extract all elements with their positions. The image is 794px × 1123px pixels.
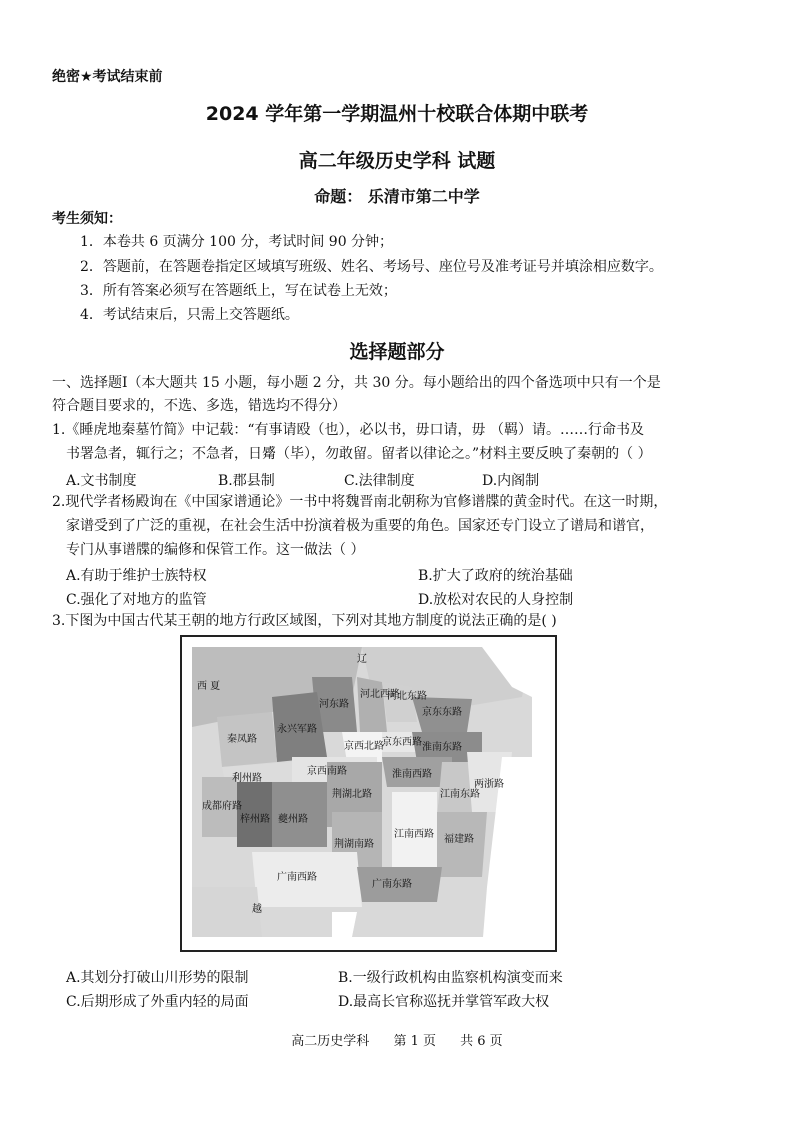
question-3-option-a: A.其划分打破山川形势的限制 — [66, 970, 249, 986]
map-label-huainan-west: 淮南西路 — [392, 769, 432, 780]
map-label-liao: 辽 — [357, 654, 367, 665]
song-dynasty-map — [180, 635, 557, 952]
map-label-huainan-east: 淮南东路 — [422, 742, 462, 753]
map-label-guangnan-east: 广南东路 — [372, 879, 412, 890]
map-label-jiangnan-west: 江南西路 — [394, 829, 434, 840]
question-2-option-c: C.强化了对地方的监管 — [66, 592, 207, 608]
map-label-jiangnan-east: 江南东路 — [440, 789, 480, 800]
question-2-option-d: D.放松对农民的人身控制 — [418, 592, 574, 608]
notice-item: 3．所有答案必须写在答题纸上，写在试卷上无效； — [80, 283, 397, 299]
map-label-hebei-east: 河北东路 — [387, 691, 427, 702]
map-label-yue: 越 — [252, 904, 262, 915]
footer-total: 共 6 页 — [460, 1034, 503, 1049]
question-1-option-d: D.内阁制 — [482, 473, 540, 489]
question-2-text: 2.现代学者杨殿询在《中国家谱通论》一书中将魏晋南北朝称为官修谱牒的黄金时代。在这一时期， — [52, 494, 668, 510]
map-label-jingdong-east: 京东东路 — [422, 707, 462, 718]
question-3-text: 3.下图为中国古代某王朝的地方行政区域图，下列对其地方制度的说法正确的是( ) — [52, 613, 557, 629]
part-instructions: 符合题目要求的，不选、多选，错选均不得分） — [52, 398, 346, 414]
hebei-east-region — [382, 682, 417, 722]
page-footer — [0, 1030, 794, 1049]
map-label-jinghu-north: 荆湖北路 — [332, 789, 372, 800]
question-1-option-c: C.法律制度 — [344, 473, 415, 489]
map-label-chengdu: 成都府路 — [202, 801, 242, 812]
map-label-kuizhou: 夔州路 — [278, 814, 308, 825]
question-3-option-b: B.一级行政机构由监察机构演变而来 — [338, 970, 563, 986]
notice-item: 1．本卷共 6 页满分 100 分，考试时间 90 分钟； — [80, 234, 394, 250]
question-1-text: 1.《睡虎地秦墓竹简》中记载：“有事请殴（也），必以书，毋口请，毋 （羁）请。……行命书及 — [52, 422, 644, 438]
footer-page: 第 1 页 — [393, 1034, 436, 1049]
map-label-liangzhe: 两浙路 — [474, 779, 504, 790]
map-label-jingxi-north: 京西北路 — [344, 741, 384, 752]
exam-title: 2024 学年第一学期温州十校联合体期中联考 — [205, 103, 589, 125]
map-graphic — [182, 637, 555, 950]
question-2-text: 家谱受到了广泛的重视，在社会生活中扮演着极为重要的角色。国家还专门设立了谱局和谱官， — [66, 518, 654, 534]
map-label-guangnan-west: 广南西路 — [277, 872, 317, 883]
map-label-lizhou: 利州路 — [232, 773, 262, 784]
map-label-qinfeng: 秦凤路 — [227, 734, 257, 745]
map-label-hedong: 河东路 — [319, 699, 349, 710]
notice-item: 4．考试结束后，只需上交答题纸。 — [80, 307, 299, 323]
map-label-jingdong-west: 京东西路 — [382, 737, 422, 748]
question-1-option-b: B.郡县制 — [218, 473, 275, 489]
question-1-text: 书署急者，辄行之；不急者，日觱（毕），勿敢留。留者以律论之。”材料主要反映了秦朝的（ ） — [66, 446, 652, 462]
question-2-option-a: A.有助于维护士族特权 — [66, 568, 207, 584]
question-3-option-c: C.后期形成了外重内轻的局面 — [66, 994, 249, 1010]
exam-author: 命题： 乐清市第二中学 — [314, 187, 480, 206]
question-1-option-a: A.文书制度 — [66, 473, 137, 489]
map-label-yongxing: 永兴军路 — [277, 724, 317, 735]
map-label-hebei-west: 河北西路 — [360, 689, 400, 700]
notice-heading: 考生须知： — [52, 211, 122, 227]
map-label-fujian: 福建路 — [444, 834, 474, 845]
notice-item: 2．答题前，在答题卷指定区域填写班级、姓名、考场号、座位号及准考证号并填涂相应数字。 — [80, 259, 663, 275]
map-label-zizhou: 梓州路 — [240, 814, 270, 825]
map-label-jingxi-south: 京西南路 — [307, 766, 347, 777]
part-instructions: 一、选择题Ⅰ（本大题共 15 小题，每小题 2 分，共 30 分。每小题给出的四个备选项中只有一个是 — [52, 375, 661, 391]
map-label-jinghu-south: 荆湖南路 — [334, 839, 374, 850]
section-title: 选择题部分 — [349, 341, 445, 363]
confidential-label: 绝密★考试结束前 — [52, 69, 163, 85]
footer-subject: 高二历史学科 — [291, 1034, 370, 1049]
map-label-xixia: 西 夏 — [197, 681, 221, 692]
exam-subtitle: 高二年级历史学科 试题 — [298, 150, 496, 172]
question-3-option-d: D.最高长官称巡抚并掌管军政大权 — [338, 994, 550, 1010]
question-2-text: 专门从事谱牒的编修和保管工作。这一做法（ ） — [66, 542, 365, 558]
question-2-option-b: B.扩大了政府的统治基础 — [418, 568, 573, 584]
